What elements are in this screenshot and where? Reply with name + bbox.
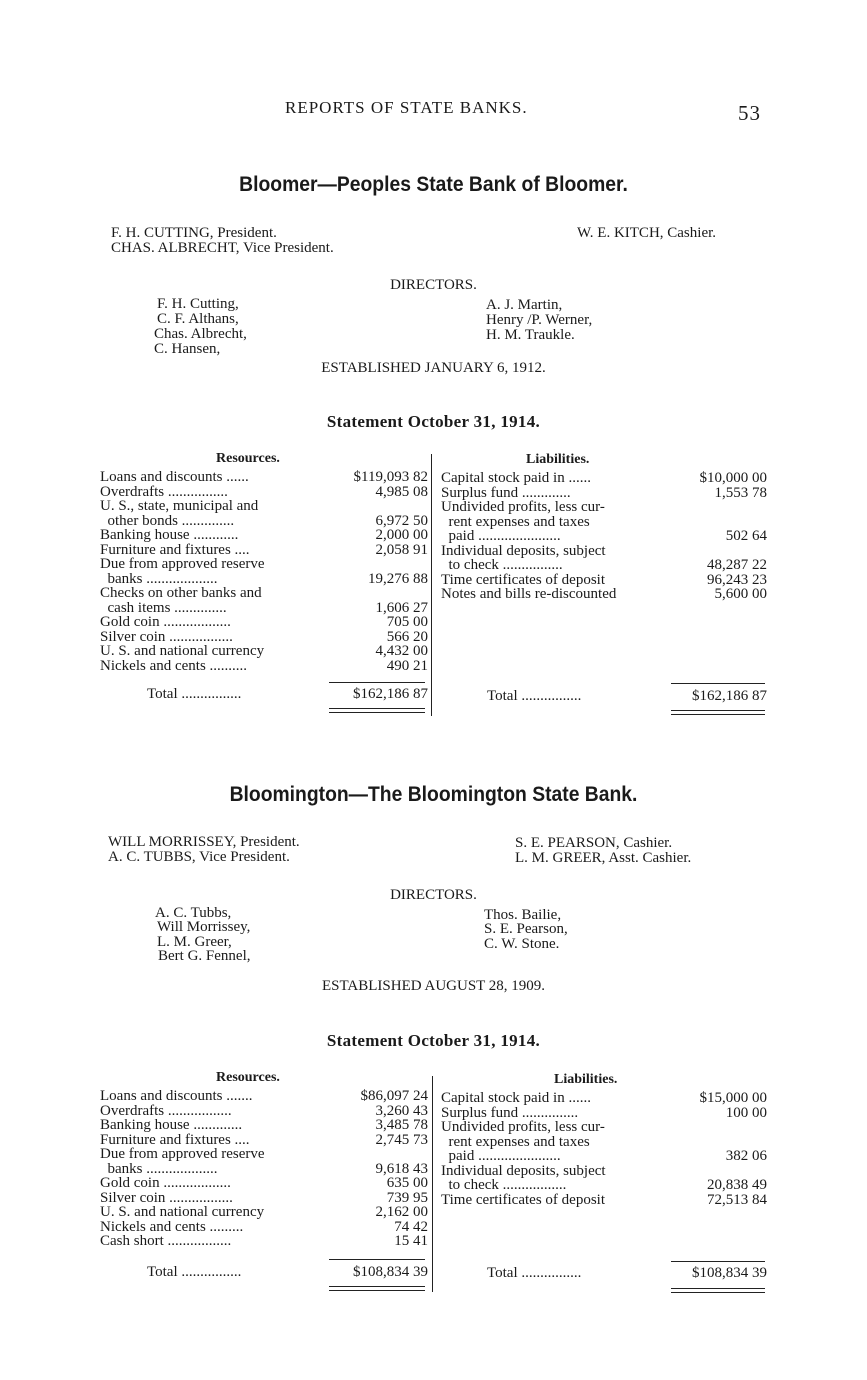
row-label: Individual deposits, subject: [441, 542, 606, 559]
row-label: Furniture and fixtures ....: [100, 541, 250, 558]
total-value: $162,186 87: [353, 686, 428, 702]
row-label: Checks on other banks and: [100, 585, 262, 601]
row-label: paid ......................: [441, 528, 561, 544]
row-value: 72,513 84: [707, 1191, 767, 1208]
row-value: 1,606 27: [375, 599, 428, 616]
director: Will Morrissey,: [157, 919, 251, 935]
table-row: [441, 1091, 767, 1106]
row-value: 100 00: [725, 1104, 767, 1121]
row-value: 74 42: [394, 1218, 428, 1235]
row-value: 20,838 49: [707, 1177, 767, 1193]
table-row: [100, 1191, 430, 1206]
table-row: [100, 1220, 430, 1235]
total-label: Total ................: [487, 688, 582, 704]
officer-cashier: W. E. KITCH, Cashier.: [577, 225, 717, 241]
table-row: [441, 1135, 767, 1150]
row-label: Due from approved reserve: [100, 556, 265, 572]
row-value: 635 00: [386, 1175, 428, 1191]
directors-heading: DIRECTORS.: [390, 277, 477, 293]
row-value: 705 00: [386, 614, 428, 630]
liabilities-total-row: [487, 688, 767, 705]
director: A. C. Tubbs,: [155, 905, 232, 921]
row-value: 48,287 22: [707, 557, 767, 573]
row-label: U. S. and national currency: [100, 643, 265, 659]
officer-vice-president: A. C. TUBBS, Vice President.: [108, 849, 290, 865]
double-rule: [671, 1288, 765, 1289]
row-label: paid ......................: [441, 1148, 561, 1164]
table-row: [441, 1120, 767, 1135]
row-value: 19,276 88: [368, 570, 428, 587]
total-label: Total ................: [487, 1265, 582, 1281]
table-row: [100, 659, 430, 674]
table-row: [441, 1178, 767, 1193]
row-label: Individual deposits, subject: [441, 1162, 606, 1179]
director: S. E. Pearson,: [484, 921, 568, 937]
table-row: [100, 601, 430, 616]
row-label: Furniture and fixtures ....: [100, 1131, 250, 1148]
bank-title: Bloomer—Peoples State Bank of Bloomer.: [239, 173, 628, 196]
bank-title: Bloomington—The Bloomington State Bank.: [229, 783, 638, 806]
total-value: $162,186 87: [692, 688, 767, 704]
row-label: Time certificates of deposit: [441, 571, 605, 588]
established-date: ESTABLISHED JANUARY 6, 1912.: [321, 360, 546, 376]
table-row: [100, 1205, 430, 1220]
row-label: Overdrafts ................: [100, 483, 228, 500]
row-label: Undivided profits, less cur-: [441, 499, 605, 515]
row-label: banks ...................: [100, 570, 218, 587]
double-rule: [329, 712, 425, 713]
resources-heading: Resources.: [216, 1070, 280, 1085]
officer-vice-president: CHAS. ALBRECHT, Vice President.: [111, 240, 334, 256]
row-label: Notes and bills re-discounted: [441, 586, 617, 602]
row-label: Silver coin .................: [100, 1189, 233, 1206]
row-value: 3,485 78: [375, 1117, 428, 1133]
resources-table: [100, 1089, 430, 1249]
table-row: [100, 1133, 430, 1148]
row-value: 382 06: [725, 1148, 767, 1164]
row-label: Gold coin ..................: [100, 614, 231, 630]
table-row: [100, 1147, 430, 1162]
director: A. J. Martin,: [486, 297, 563, 313]
sum-rule: [329, 682, 425, 683]
resources-total-row: [147, 686, 428, 703]
row-label: Silver coin .................: [100, 628, 233, 645]
row-value: $10,000 00: [699, 470, 767, 486]
director: H. M. Traukle.: [486, 327, 575, 343]
row-label: U. S., state, municipal and: [100, 498, 259, 514]
statement-heading: Statement October 31, 1914.: [326, 412, 541, 431]
row-value: 739 95: [386, 1189, 428, 1206]
row-label: Loans and discounts .......: [100, 1088, 253, 1104]
table-row: [100, 1234, 430, 1249]
row-value: 502 64: [725, 528, 767, 544]
page-number: 53: [738, 101, 761, 125]
liabilities-heading: Liabilities.: [526, 452, 590, 467]
row-value: 566 20: [386, 628, 428, 645]
table-row: [100, 1176, 430, 1191]
director: Henry /P. Werner,: [486, 312, 593, 328]
table-row: [100, 1162, 430, 1177]
director: C. Hansen,: [154, 341, 221, 357]
row-value: 5,600 00: [714, 586, 767, 602]
row-label: to check .................: [441, 1177, 567, 1193]
row-value: 2,745 73: [375, 1131, 428, 1148]
row-label: Overdrafts .................: [100, 1102, 232, 1119]
row-value: 15 41: [394, 1233, 428, 1249]
statement-heading: Statement October 31, 1914.: [326, 1031, 541, 1050]
row-label: Cash short .................: [100, 1233, 232, 1249]
row-value: 2,162 00: [375, 1204, 428, 1220]
row-label: Due from approved reserve: [100, 1146, 265, 1162]
double-rule: [329, 708, 425, 709]
row-label: to check ................: [441, 557, 563, 573]
table-row: [441, 1106, 767, 1121]
total-value: $108,834 39: [692, 1265, 767, 1281]
resources-total-row: [147, 1264, 428, 1281]
row-label: Undivided profits, less cur-: [441, 1119, 605, 1135]
row-value: 96,243 23: [707, 571, 767, 588]
row-label: Gold coin ..................: [100, 1175, 231, 1191]
row-label: Banking house .............: [100, 1117, 243, 1133]
row-value: 6,972 50: [375, 512, 428, 529]
row-label: Banking house ............: [100, 527, 239, 543]
row-label: Loans and discounts ......: [100, 469, 249, 485]
table-row: [441, 1193, 767, 1208]
row-value: 490 21: [386, 657, 428, 674]
table-row: [441, 1164, 767, 1179]
liabilities-table: [441, 1091, 767, 1207]
double-rule: [671, 714, 765, 715]
table-row: [100, 1104, 430, 1119]
row-label: banks ...................: [100, 1160, 218, 1177]
table-row: [100, 644, 430, 659]
liabilities-total-row: [487, 1265, 767, 1282]
row-value: 9,618 43: [375, 1160, 428, 1177]
director: F. H. Cutting,: [157, 296, 239, 312]
double-rule: [329, 1286, 425, 1287]
row-label: Nickels and cents ..........: [100, 657, 248, 674]
row-value: 1,553 78: [714, 484, 767, 501]
row-label: U. S. and national currency: [100, 1204, 265, 1220]
table-row: [100, 615, 430, 630]
director: L. M. Greer,: [157, 934, 232, 950]
officer-cashier: S. E. PEARSON, Cashier.: [515, 835, 673, 851]
row-label: Surplus fund .............: [441, 484, 571, 501]
officer-president: WILL MORRISSEY, President.: [108, 834, 300, 850]
table-row: [100, 1118, 430, 1133]
table-row: [100, 630, 430, 645]
sum-rule: [329, 1259, 425, 1260]
row-value: $86,097 24: [360, 1088, 428, 1104]
director: C. F. Althans,: [157, 311, 239, 327]
row-label: cash items ..............: [100, 599, 227, 616]
officer-president: F. H. CUTTING, President.: [111, 225, 277, 241]
director: C. W. Stone.: [484, 936, 560, 952]
double-rule: [671, 1292, 765, 1293]
established-date: ESTABLISHED AUGUST 28, 1909.: [321, 978, 546, 994]
liabilities-heading: Liabilities.: [554, 1072, 618, 1087]
director: Chas. Albrecht,: [154, 326, 247, 342]
sum-rule: [671, 683, 765, 684]
director: Bert G. Fennel,: [158, 948, 251, 964]
row-value: $119,093 82: [353, 469, 428, 485]
row-label: rent expenses and taxes: [441, 513, 590, 530]
row-label: Time certificates of deposit: [441, 1191, 605, 1208]
row-label: other bonds ..............: [100, 512, 235, 529]
row-label: rent expenses and taxes: [441, 1133, 590, 1150]
total-label: Total ................: [147, 686, 242, 702]
row-value: 2,000 00: [375, 527, 428, 543]
row-label: Nickels and cents .........: [100, 1218, 244, 1235]
officer-asst-cashier: L. M. GREER, Asst. Cashier.: [515, 850, 692, 866]
table-row: [100, 1089, 430, 1104]
column-divider: [432, 1076, 433, 1292]
row-value: 3,260 43: [375, 1102, 428, 1119]
director: Thos. Bailie,: [484, 907, 562, 923]
row-value: 4,432 00: [375, 643, 428, 659]
total-value: $108,834 39: [353, 1264, 428, 1280]
row-value: $15,000 00: [699, 1090, 767, 1106]
sum-rule: [671, 1261, 765, 1262]
row-value: 4,985 08: [375, 483, 428, 500]
running-header: REPORTS OF STATE BANKS.: [285, 98, 528, 117]
directors-heading: DIRECTORS.: [390, 887, 477, 903]
table-row: [441, 1149, 767, 1164]
resources-heading: Resources.: [216, 451, 280, 466]
row-label: Surplus fund ...............: [441, 1104, 579, 1121]
total-label: Total ................: [147, 1264, 242, 1280]
double-rule: [329, 1290, 425, 1291]
double-rule: [671, 710, 765, 711]
row-label: Capital stock paid in ......: [441, 470, 591, 486]
row-value: 2,058 91: [375, 541, 428, 558]
row-label: Capital stock paid in ......: [441, 1090, 591, 1106]
